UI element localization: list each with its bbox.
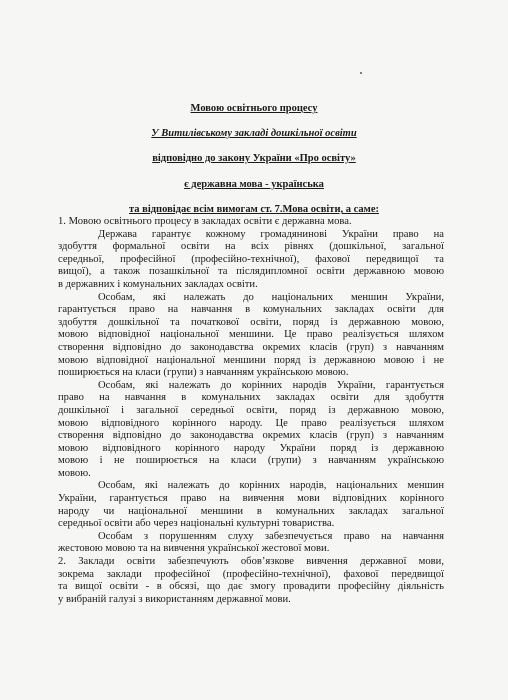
body-line: мовою і не поширюється на класи (групи) з навчанням українською [58,455,444,467]
body-line: здобуття формальної освіти на всіх рівнях (дошкільної, загальної [58,241,444,253]
body-line: здобуття дошкільної та початкової освіти, поряд із державною мовою, [58,316,444,328]
heading-line-2: У Витилівському закладі дошкільної освіти [151,128,357,139]
heading-line-1: Мовою освітнього процесу [190,103,318,114]
body-line: гарантується право на навчання в комунальних закладах освіти для [58,304,444,316]
scan-speck [360,72,362,74]
body-line: Особам з порушенням слуху забезпечується право на навчання [98,530,444,542]
body-line: в державних і комунальних закладах освіти. [58,278,258,290]
body-line: жестовою мовою та на вивчення української жестової мови. [58,543,330,555]
body-line: Особам, які належать до національних меншин України, [98,291,444,303]
heading-line-5-a: та відповідає всім вимогам ст. 7. [129,204,283,215]
body-line: народу чи національної меншини в комунальних закладах загальної [58,505,444,517]
body-line: мовою відповідного корінного народу. Це право реалізується шляхом [58,417,444,429]
body-line: зокрема заклади професійної (професійно-технічної), фахової передвищої [58,568,444,580]
body-line: у вибраній галузі з використанням державної мови. [58,593,291,605]
body-line: Особам, які належать до корінних народів України, гарантується [98,379,444,391]
heading-line-5 [0,204,508,216]
body-line: України, гарантується право на вивчення мови відповідних корінного [58,493,444,505]
heading-line-3: відповідно до закону України «Про освіту» [152,153,356,164]
body-line: середньої, професійної (професійно-технічної), фахової передвищої та [58,253,444,265]
body-line: 1. Мовою освітнього процесу в закладах освіти є державна мова. [58,216,352,227]
body-line: мовою відповідної національної меншини. Це право реалізується шляхом [58,329,444,341]
body-line: мовою. [58,467,91,479]
heading-line-5-b: Мова освіти, а саме: [282,204,379,215]
body-line: поширюється на класи (групи) з навчанням українською мовою. [58,367,349,379]
body-line: Держава гарантує кожному громадянинові України право на [98,228,444,240]
body-line: середньої освіти або через національні культурні товариства. [58,518,335,530]
body-line: вищої), а також позашкільної та післядипломної освіти державною мовою [58,266,444,278]
body-line: створення відповідно до законодавства окремих класів (груп) з навчанням [58,430,444,442]
heading-line-4: є державна мова - українська [184,179,324,190]
body-line: створення відповідно до законодавства окремих класів (груп) з навчанням [58,341,444,353]
document-body [58,216,444,606]
body-line: Особам, які належать до корінних народів, національних меншин [98,480,444,492]
body-line: право на навчання в комунальних закладах освіти для здобуття [58,392,444,404]
body-line: мовою відповідної національної меншини поряд із державною мовою і не [58,354,444,366]
body-line: та вищої освіти - в обсязі, що дає змогу провадити професійну діяльність [58,581,444,593]
body-line: мовою відповідного корінного народу України поряд із державною [58,442,444,454]
body-line: дошкільної і загальної середньої освіти, поряд із державною мовою, [58,404,444,416]
body-line: 2. Заклади освіти забезпечують обов’язкове вивчення державної мови, [58,556,444,568]
